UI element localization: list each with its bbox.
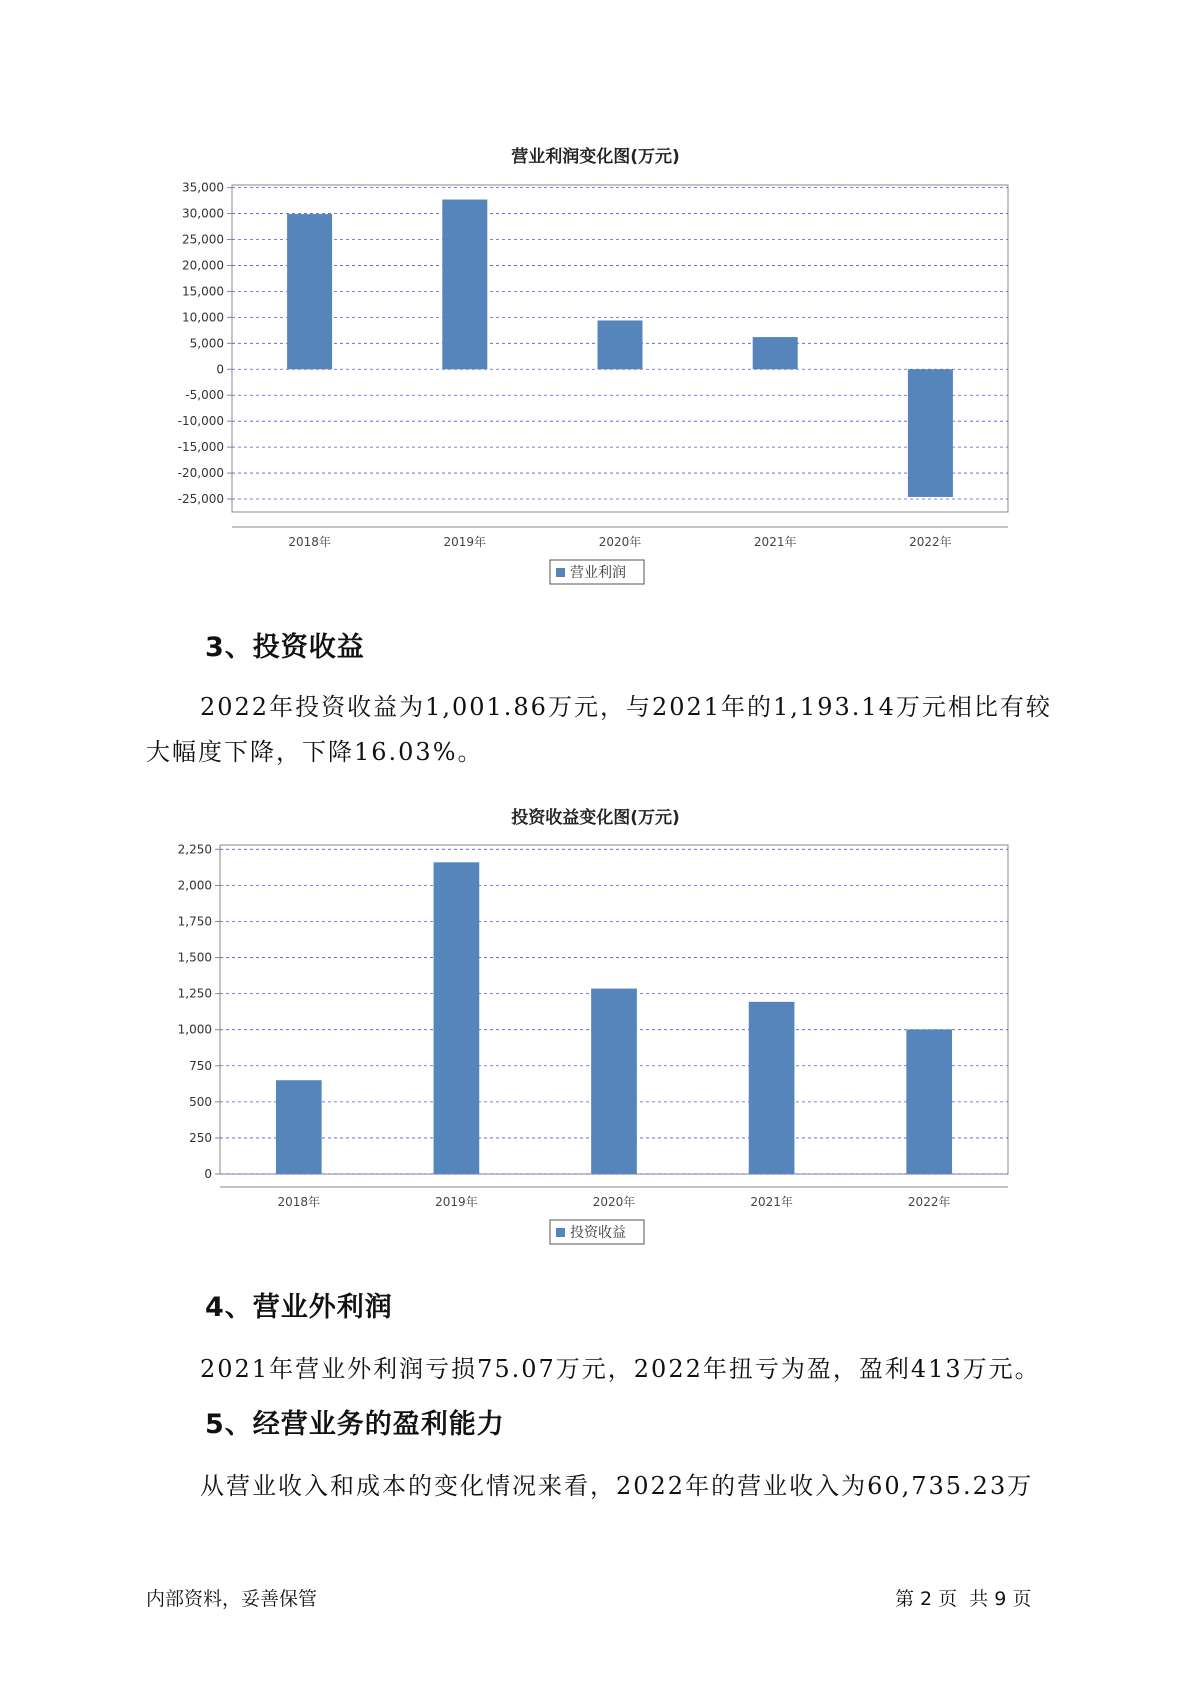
legend-swatch — [556, 568, 565, 577]
x-tick-label: 2019年 — [443, 535, 487, 549]
investment-income-chart — [0, 830, 1191, 1250]
y-tick-label: 1,500 — [177, 950, 212, 965]
y-tick-label: 750 — [189, 1058, 212, 1073]
operating-profit-chart — [0, 170, 1191, 590]
y-tick-label: 5,000 — [189, 336, 224, 351]
y-tick-label: 250 — [189, 1130, 212, 1145]
y-tick-label: 1,000 — [177, 1022, 212, 1037]
section5-heading: 5、经营业务的盈利能力 — [205, 1409, 505, 1440]
bar-2019年 — [434, 862, 480, 1174]
y-tick-label: 1,750 — [177, 914, 212, 929]
y-tick-label: 10,000 — [182, 310, 224, 325]
y-tick-label: -15,000 — [177, 440, 224, 455]
section3-heading: 3、投资收益 — [205, 632, 365, 663]
section5-para: 从营业收入和成本的变化情况来看，2022年的营业收入为60,735.23万 — [200, 1472, 1034, 1500]
bar-2019年 — [442, 200, 487, 370]
legend-label: 投资收益 — [570, 1225, 626, 1241]
bar-2022年 — [906, 1029, 952, 1174]
x-tick-label: 2020年 — [598, 535, 642, 549]
y-tick-label: 15,000 — [182, 284, 224, 299]
y-tick-label: 25,000 — [182, 232, 224, 247]
y-tick-label: -25,000 — [177, 492, 224, 507]
chart1-title: 营业利润变化图(万元) — [511, 147, 680, 167]
section3-para-line2: 大幅度下降，下降16.03%。 — [146, 738, 484, 766]
x-tick-label: 2018年 — [277, 1195, 321, 1209]
bar-2018年 — [276, 1080, 322, 1174]
y-tick-label: 1,250 — [177, 986, 212, 1001]
x-tick-label: 2021年 — [753, 535, 797, 549]
y-tick-label: 20,000 — [182, 258, 224, 273]
y-tick-label: -10,000 — [177, 414, 224, 429]
chart2-title: 投资收益变化图(万元) — [511, 808, 680, 828]
bar-2021年 — [749, 1002, 795, 1174]
x-tick-label: 2022年 — [909, 535, 952, 549]
section3-para-line1: 2022年投资收益为1,001.86万元，与2021年的1,193.14万元相比有较 — [200, 693, 1052, 721]
y-tick-label: 35,000 — [182, 180, 224, 195]
y-tick-label: 0 — [216, 362, 224, 377]
bar-2021年 — [753, 337, 798, 369]
x-tick-label: 2022年 — [907, 1195, 951, 1209]
section4-para: 2021年营业外利润亏损75.07万元，2022年扭亏为盈，盈利413万元。 — [200, 1355, 1041, 1383]
legend-label: 营业利润 — [570, 565, 626, 581]
y-tick-label: 500 — [189, 1094, 212, 1109]
legend-swatch — [556, 1228, 565, 1237]
bar-2022年 — [908, 369, 953, 497]
footer-confidential-note: 内部资料，妥善保管 — [146, 1588, 318, 1610]
y-tick-label: 30,000 — [182, 206, 224, 221]
x-tick-label: 2018年 — [288, 535, 331, 549]
y-tick-label: 2,250 — [177, 842, 212, 857]
footer-page-number: 第 2 页 共 9 页 — [895, 1588, 1032, 1610]
bar-2018年 — [287, 214, 332, 369]
y-tick-label: -5,000 — [185, 388, 224, 403]
bar-2020年 — [597, 320, 642, 369]
section4-heading: 4、营业外利润 — [205, 1292, 393, 1323]
y-tick-label: 2,000 — [177, 878, 212, 893]
x-tick-label: 2019年 — [435, 1195, 478, 1209]
y-tick-label: 0 — [204, 1167, 212, 1181]
y-tick-label: -20,000 — [177, 466, 224, 481]
x-tick-label: 2020年 — [592, 1195, 636, 1209]
x-tick-label: 2021年 — [750, 1195, 793, 1209]
bar-2020年 — [591, 989, 637, 1174]
